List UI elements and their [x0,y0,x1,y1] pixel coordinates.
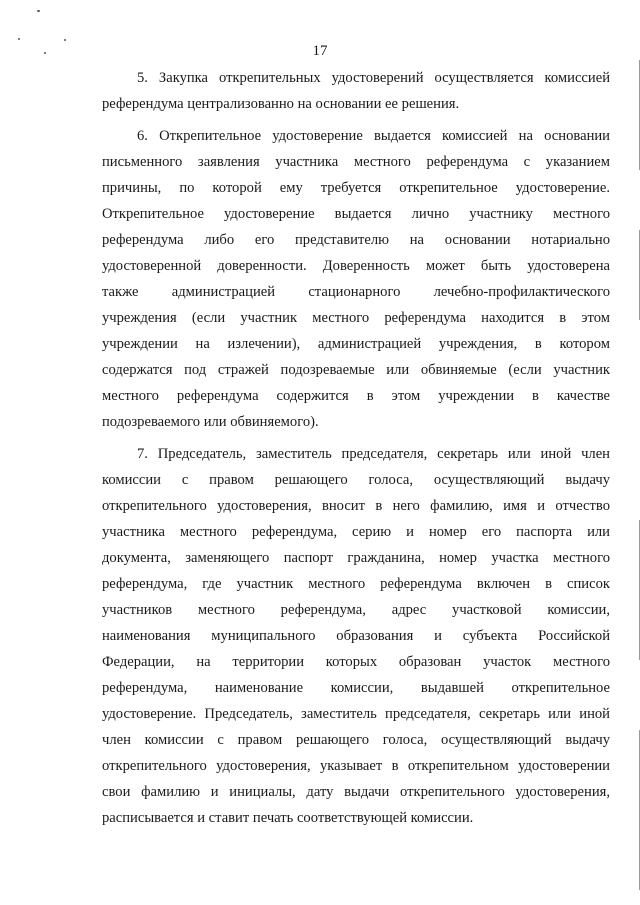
text-line: открепительного удостоверения, указывает в открепительном удостоверении [102,758,610,774]
text-line: референдума централизованно на основании ее решения. [102,96,460,112]
text-line: участника местного референдума, серию и номер его паспорта или [102,524,610,540]
scan-speck [64,39,66,41]
text-line: Открепительное удостоверение выдается лично участнику местного [102,206,610,222]
scan-speck [18,38,20,40]
paragraph-5 [102,65,610,117]
text-line: открепительного удостоверения, вносит в него фамилию, имя и отчество [102,498,610,514]
text-line: учреждении на излечении), администрацией учреждения, в котором [102,336,610,352]
page-number: 17 [312,43,328,59]
text-line: свои фамилию и инициалы, дату выдачи открепительного удостоверения, [102,784,610,800]
paragraph-6 [102,123,610,435]
text-line: наименования муниципального образования и субъекта Российской [102,628,610,644]
text-line: причины, по которой ему требуется открепительное удостоверение. [102,180,610,196]
text-line: подозреваемого или обвиняемого). [102,414,319,430]
text-line: письменного заявления участника местного референдума с указанием [102,154,610,170]
text-line: удостоверение. Председатель, заместитель председателя, секретарь или иной [102,706,610,722]
paragraph-7 [102,441,610,831]
text-line: также администрацией стационарного лечебно-профилактического [102,284,610,300]
text-line: 6. Открепительное удостоверение выдается комиссией на основании [137,128,610,144]
text-line: удостоверенной доверенности. Доверенность может быть удостоверена [102,258,610,274]
text-line: расписывается и ставит печать соответствующей комиссии. [102,810,474,826]
text-line: учреждения (если участник местного референдума находится в этом [102,310,610,326]
text-line: референдума либо его представителю на основании нотариально [102,232,610,248]
text-line: местного референдума содержится в этом учреждении в качестве [102,388,610,404]
text-line: референдума, где участник местного референдума включен в список [102,576,610,592]
text-line: участников местного референдума, адрес участковой комиссии, [102,602,610,618]
text-line: 7. Председатель, заместитель председателя, секретарь или иной член [137,446,610,462]
text-line: референдума, наименование комиссии, выдавшей открепительное [102,680,610,696]
text-line: содержатся под стражей подозреваемые или обвиняемые (если участник [102,362,610,378]
text-line: член комиссии с правом решающего голоса, осуществляющий выдачу [102,732,610,748]
text-line: 5. Закупка открепительных удостоверений осуществляется комиссией [137,70,610,86]
text-line: Федерации, на территории которых образован участок местного [102,654,610,670]
scan-speck [37,10,40,12]
document-body [102,65,610,831]
text-line: комиссии с правом решающего голоса, осуществляющий выдачу [102,472,610,488]
text-line: документа, заменяющего паспорт гражданина, номер участка местного [102,550,610,566]
